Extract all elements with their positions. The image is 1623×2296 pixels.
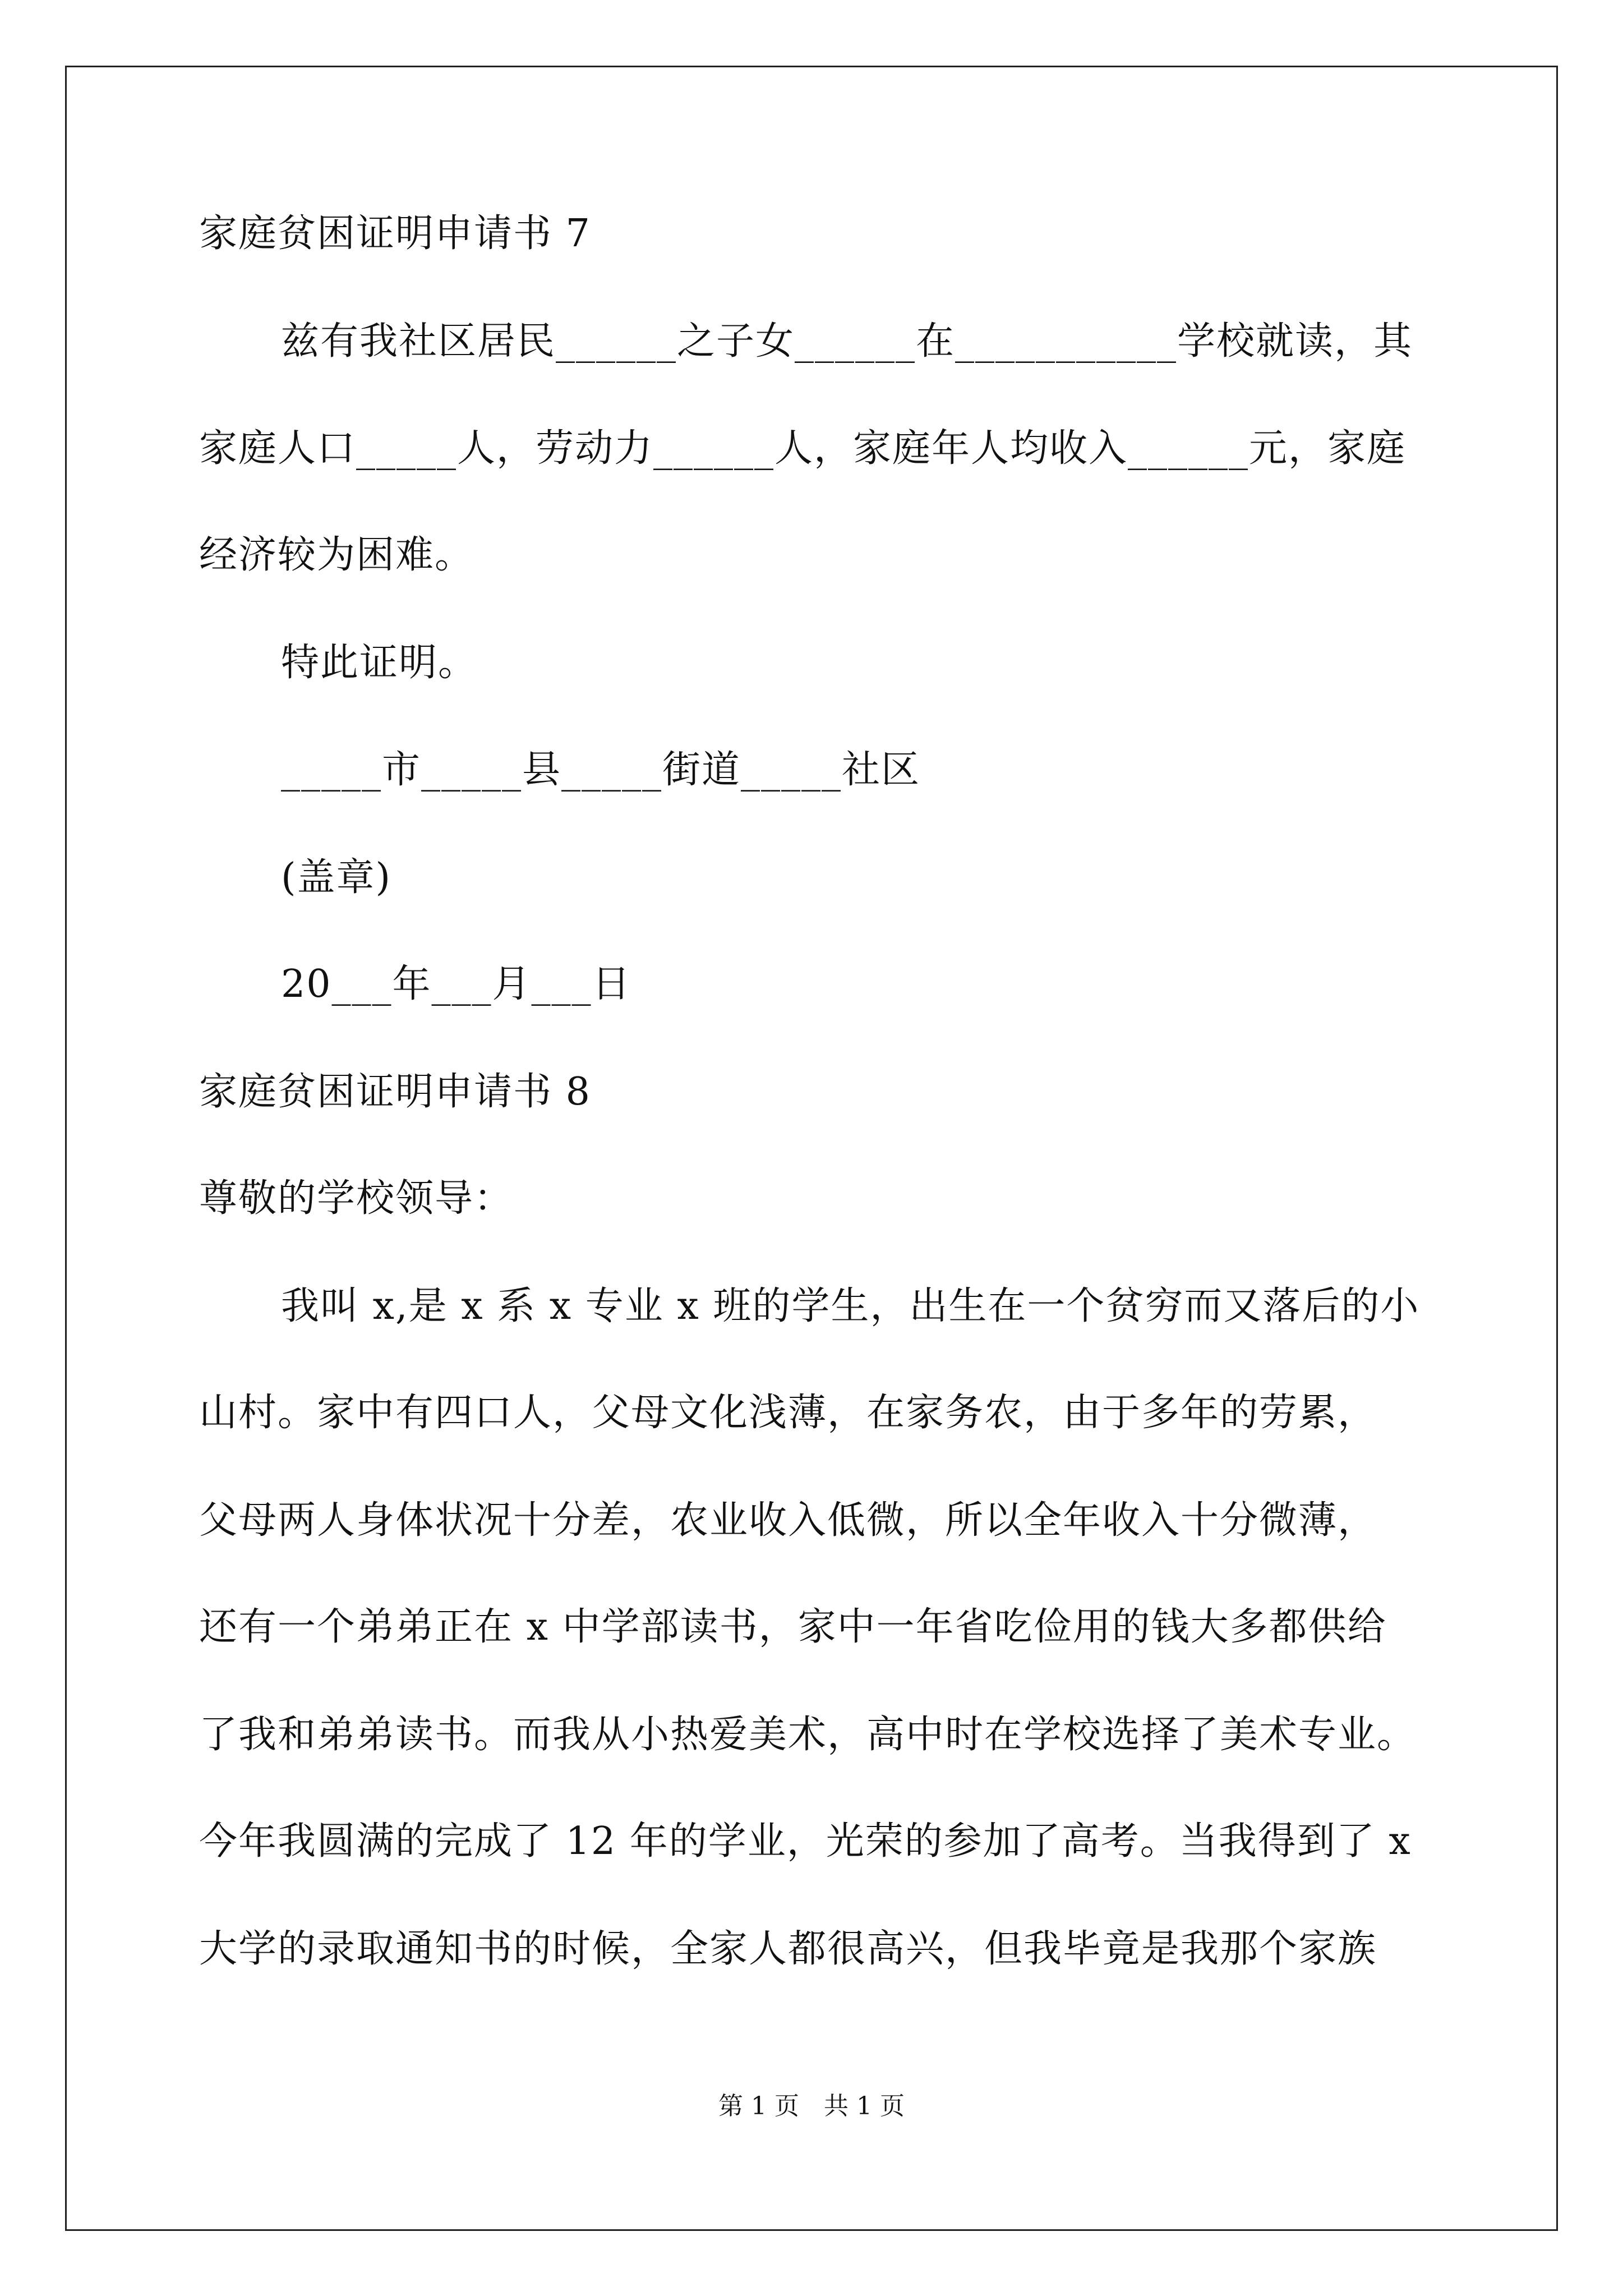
paragraph-line: 家庭人口_____人，劳动力______人，家庭年人均收入______元，家庭 bbox=[199, 426, 1407, 471]
paragraph-line: 了我和弟弟读书。而我从小热爱美术，高中时在学校选择了美术专业。 bbox=[199, 1713, 1417, 1757]
closing-statement: 特此证明。 bbox=[281, 641, 478, 685]
paragraph-line: 今年我圆满的完成了 12 年的学业，光荣的参加了高考。当我得到了 x bbox=[199, 1819, 1412, 1864]
paragraph-line: 山村。家中有四口人，父母文化浅薄，在家务农，由于多年的劳累， bbox=[199, 1391, 1377, 1435]
page-border bbox=[65, 66, 1558, 2231]
date-line: 20___年___月___日 bbox=[281, 962, 631, 1006]
section-heading-8: 家庭贫困证明申请书 8 bbox=[199, 1070, 591, 1114]
seal-note: (盖章) bbox=[281, 855, 392, 900]
paragraph-line: 我叫 x,是 x 系 x 专业 x 班的学生，出生在一个贫穷而又落后的小 bbox=[281, 1284, 1420, 1328]
section-heading-7: 家庭贫困证明申请书 7 bbox=[199, 211, 591, 256]
paragraph-line: 还有一个弟弟正在 x 中学部读书，家中一年省吃俭用的钱大多都供给 bbox=[199, 1605, 1387, 1649]
address-line: _____市_____县_____街道_____社区 bbox=[281, 748, 921, 792]
page-footer: 第 1 页 共 1 页 bbox=[718, 2092, 905, 2120]
salutation: 尊敬的学校领导： bbox=[199, 1176, 514, 1221]
paragraph-line: 经济较为困难。 bbox=[199, 533, 474, 577]
paragraph-line: 父母两人身体状况十分差，农业收入低微，所以全年收入十分微薄， bbox=[199, 1498, 1377, 1543]
paragraph-line: 大学的录取通知书的时候，全家人都很高兴，但我毕竟是我那个家族 bbox=[199, 1927, 1377, 1971]
paragraph-line: 兹有我社区居民______之子女______在___________学校就读，其 bbox=[281, 319, 1413, 364]
